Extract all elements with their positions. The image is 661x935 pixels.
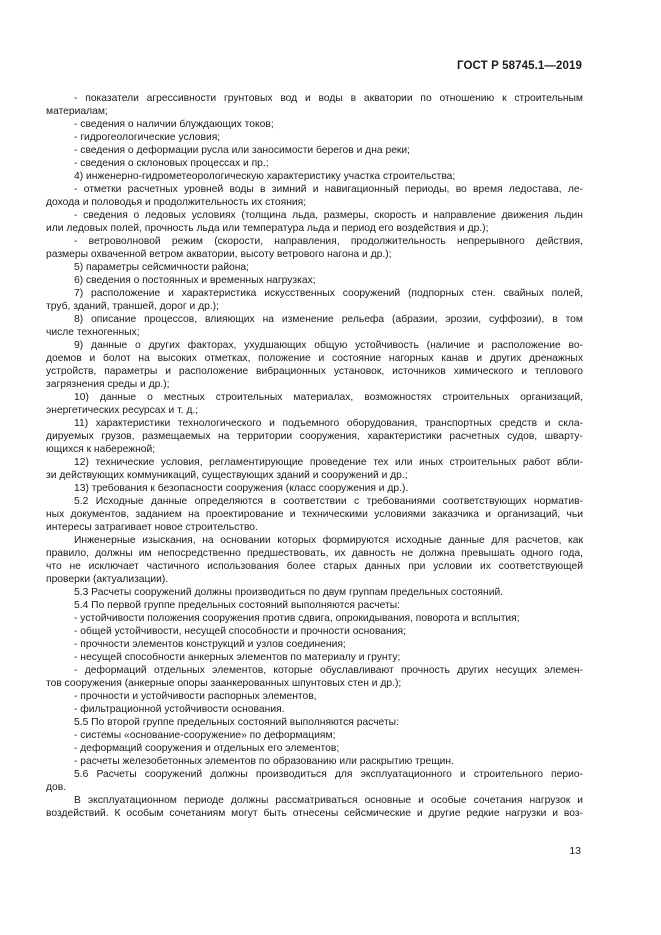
text-line: 10) данные о местных строительных материалах, возможностях строительных организаций, (74, 392, 583, 403)
text-line: дов. (46, 782, 67, 793)
text-line: В эксплуатационном периоде должны рассматриваться основные и особые сочетания нагрузок и (74, 795, 583, 806)
text-line: труб, зданий, траншей, дорог и др.); (46, 301, 219, 312)
text-line: 8) описание процессов, влияющих на изменение рельефа (абразии, эрозии, суффозии), в том (74, 314, 583, 325)
text-line: материалам; (46, 106, 108, 117)
text-line: - показатели агрессивности грунтовых вод и воды в акватории по отношению к строительным (74, 93, 583, 104)
text-line: - гидрогеологические условия; (74, 132, 221, 143)
text-line: 5.5 По второй группе предельных состояний выполняются расчеты: (74, 717, 399, 728)
text-line: доемов и болот на высоких отметках, положение и состояние нагорных канав и других дренажных (46, 353, 583, 364)
text-line: - несущей способности анкерных элементов по материалу и грунту; (74, 652, 401, 663)
document-header-standard: ГОСТ Р 58745.1—2019 (457, 60, 582, 72)
text-line: 4) инженерно-гидрометеорологическую характеристику участка строительства; (74, 171, 456, 182)
text-line: - сведения о наличии блуждающих токов; (74, 119, 274, 130)
text-line: 12) технические условия, регламентирующие проведение тех или иных строительных работ вбли- (74, 457, 583, 468)
text-line: 9) данные о других факторах, ухудшающих общую устойчивость (наличие и расположение во- (74, 340, 583, 351)
text-line: числе техногенных; (46, 327, 140, 338)
text-line: загрязнения среды и др.); (46, 379, 170, 390)
text-line: дируемых грузов, размещаемых на территории сооружения, характеристики расчетных судов, шварту- (46, 431, 583, 442)
text-line: тов сооружения (анкерные опоры заанкерованных шпунтовых стен и др.); (46, 678, 402, 689)
text-line: дохода и половодья и продолжительность их стояния; (46, 197, 307, 208)
text-line: интересы затрагивает новое строительство. (46, 522, 258, 533)
text-line: - устойчивости положения сооружения против сдвига, опрокидывания, поворота и всплытия; (74, 613, 520, 624)
text-line: - прочности и устойчивости распорных элементов, (74, 691, 317, 702)
text-line: что не исключает частичного использования более старых данных при условии их соответствующей (46, 561, 583, 572)
document-body (46, 92, 583, 820)
text-line: - сведения о деформации русла или заносимости берегов и дна реки; (74, 145, 411, 156)
text-line: - системы «основание-сооружение» по деформациям; (74, 730, 336, 741)
text-line: 5.2 Исходные данные определяются в соответствии с требованиями соответствующих норматив- (74, 496, 583, 507)
text-line: 11) характеристики технологического и подъемного оборудования, транспортных средств и скла- (74, 418, 583, 429)
text-line: 6) сведения о постоянных и временных нагрузках; (74, 275, 316, 286)
text-line: энергетических ресурсах и т. д.; (46, 405, 199, 416)
text-line: - деформаций отдельных элементов, которые обуславливают прочность других несущих элемен- (74, 665, 583, 676)
text-line: 5.3 Расчеты сооружений должны производиться по двум группам предельных состояний. (74, 587, 504, 598)
text-line: 5.6 Расчеты сооружений должны производиться для эксплуатационного и строительного перио- (74, 769, 583, 780)
text-line: - сведения о склоновых процессах и пр.; (74, 158, 269, 169)
text-line: Инженерные изыскания, на основании которых формируются исходные данные для расчетов, как (74, 535, 583, 546)
text-line: размеры охваченной ветром акватории, высоту ветрового нагона и др.); (46, 249, 392, 260)
text-line: - прочности элементов конструкций и узлов соединения; (74, 639, 346, 650)
text-line: ных документов, заданием на проектирование и техническими условиями заказчика и организаций, чьи (46, 509, 583, 520)
text-line: - расчеты железобетонных элементов по образованию или раскрытию трещин. (74, 756, 454, 767)
text-line: - сведения о ледовых условиях (толщина льда, размеры, скорость и направление движения льдин (74, 210, 583, 221)
text-line: - деформаций сооружения и отдельных его элементов; (74, 743, 340, 754)
text-line: - фильтрационной устойчивости основания. (74, 704, 285, 715)
text-line: зи действующих коммуникаций, существующих зданий и сооружений и др.; (46, 470, 408, 481)
text-line: 7) расположение и характеристика искусственных сооружений (подпорных стен. свайных полей, (74, 288, 583, 299)
text-line: проверки (актуализации). (46, 574, 169, 585)
text-line: - отметки расчетных уровней воды в зимний и навигационный периоды, во время ледостава, ле- (74, 184, 583, 195)
text-line: 5) параметры сейсмичности района; (74, 262, 250, 273)
text-line: ющихся к набережной; (46, 444, 156, 455)
text-line: 13) требования к безопасности сооружения (класс сооружения и др.). (74, 483, 409, 494)
text-line: или ледовых полей, прочность льда или температура льда и период его воздействия и др.); (46, 223, 489, 234)
text-line: правило, должны им непосредственно предшествовать, их давность не должна превышать одного года, (46, 548, 583, 559)
text-line: устройств, параметры и расположение вибрационных установок, источников химического и теплового (46, 366, 583, 377)
text-line: - ветроволновой режим (скорости, направления, продолжительность непрерывного действия, (74, 236, 583, 247)
text-line: - общей устойчивости, несущей способности и прочности основания; (74, 626, 406, 637)
text-line: воздействий. К особым сочетаниям могут быть отнесены сейсмические и другие редкие нагрузки и воз- (46, 808, 583, 819)
page-number: 13 (569, 845, 581, 857)
text-line: 5.4 По первой группе предельных состояний выполняются расчеты: (74, 600, 401, 611)
